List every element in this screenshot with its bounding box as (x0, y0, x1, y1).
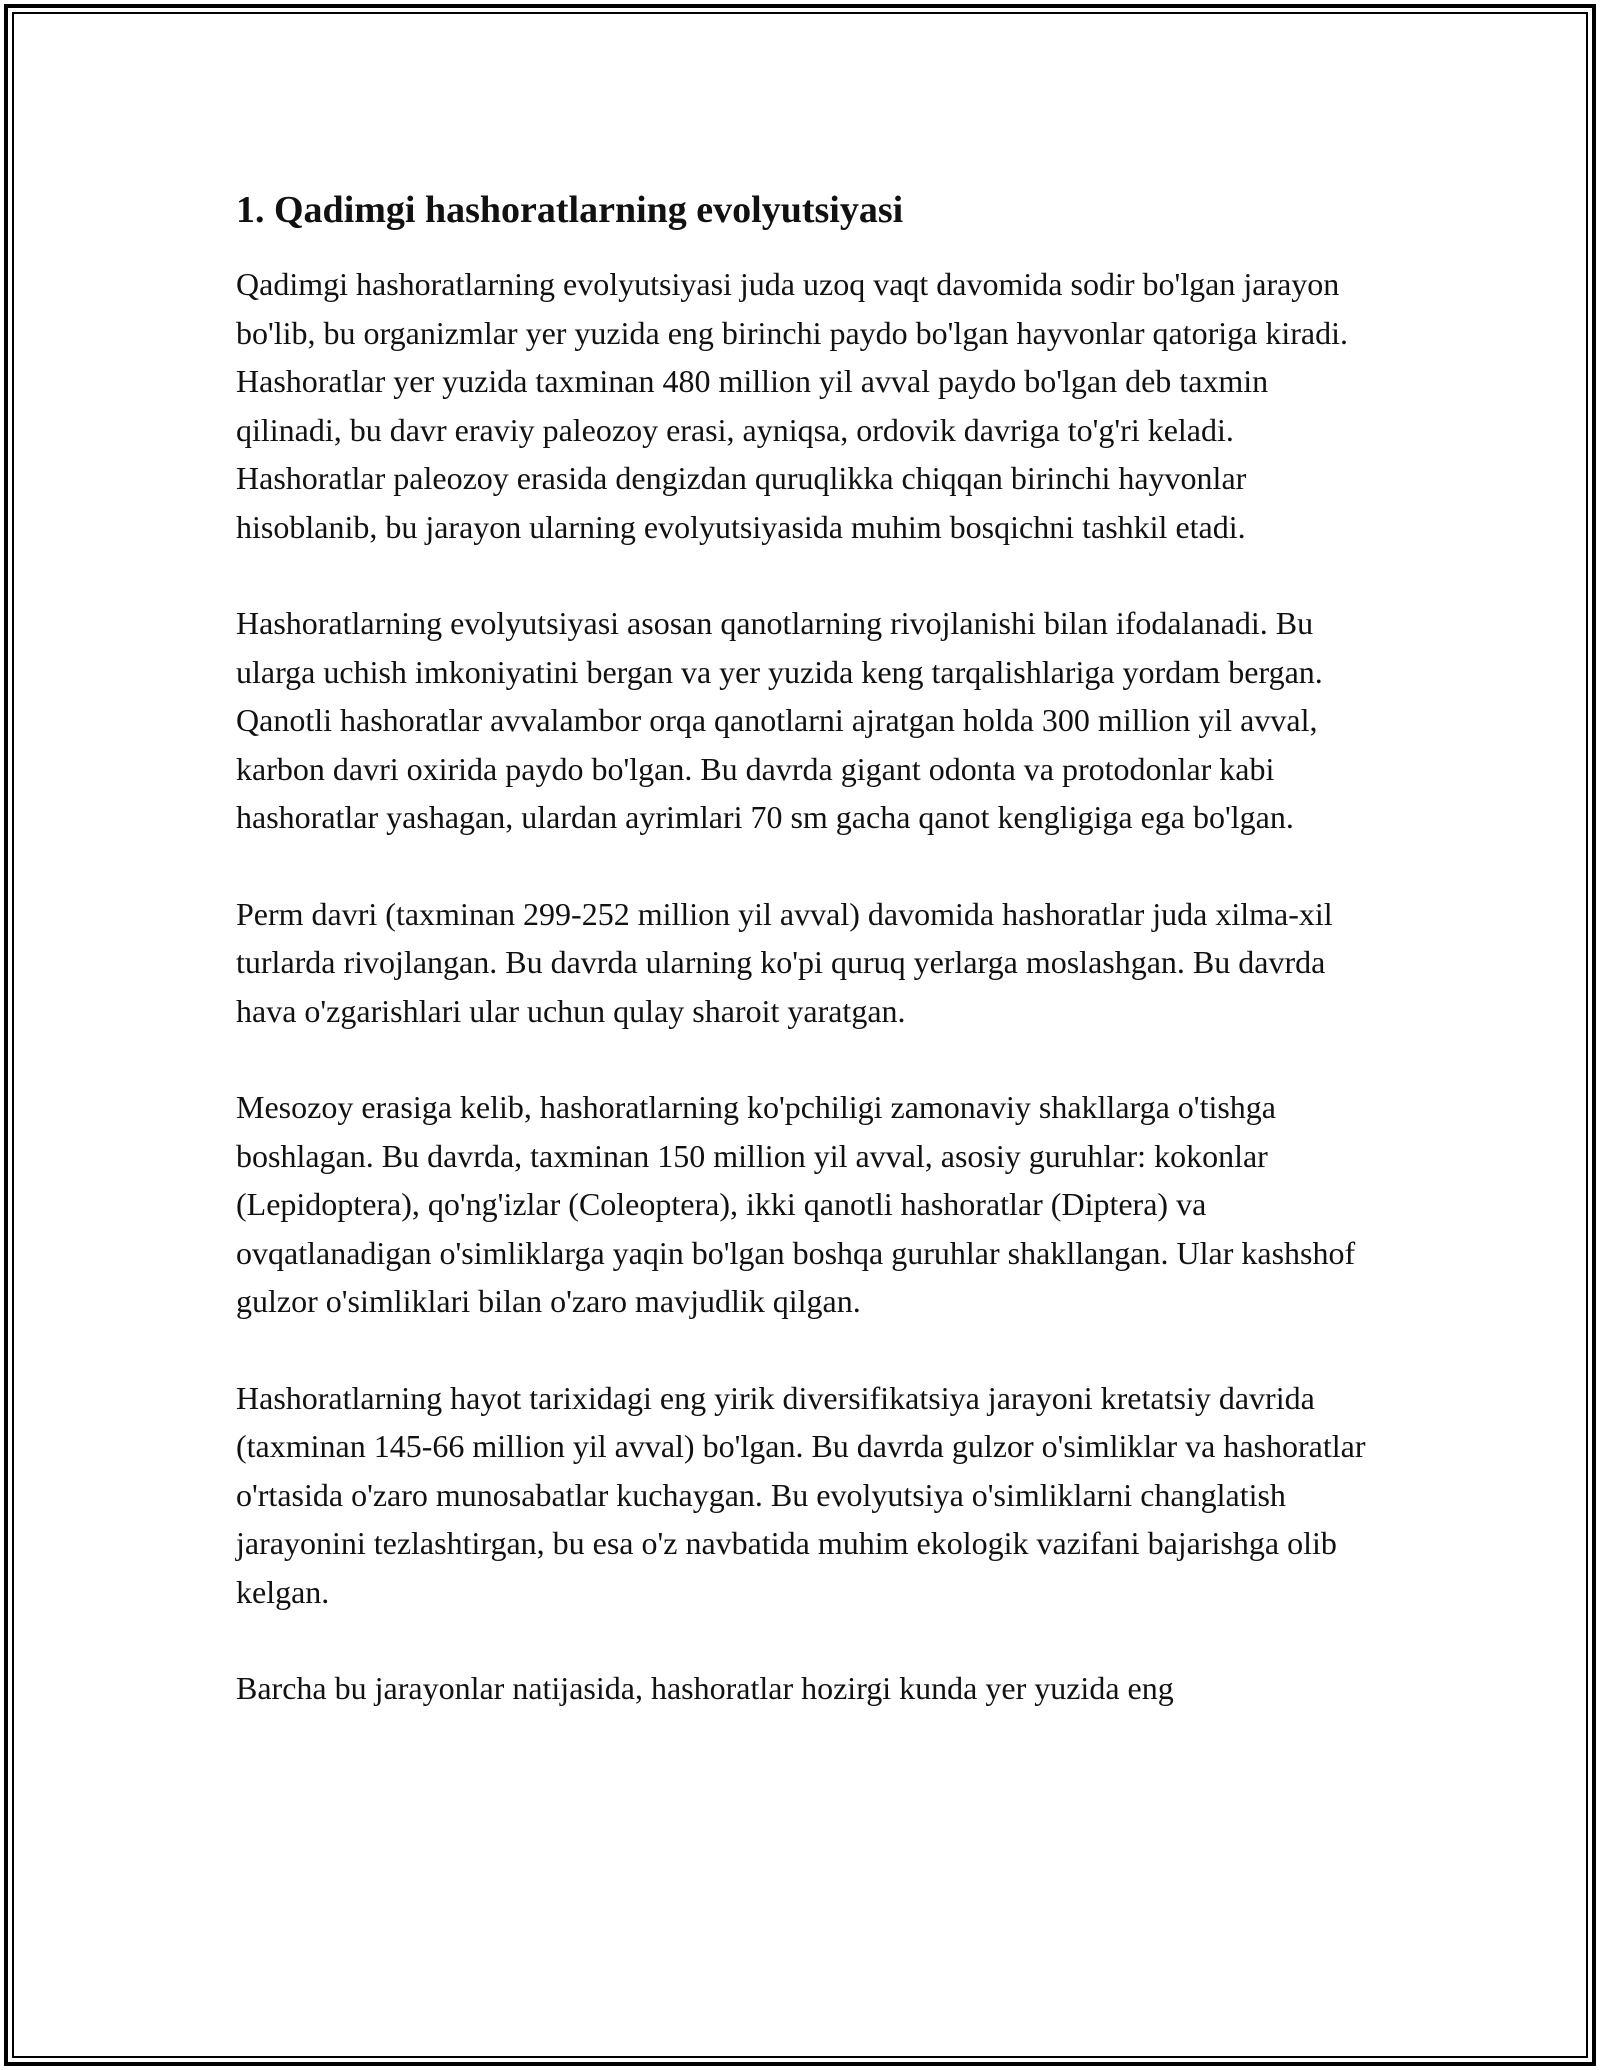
paragraph-3: Perm davri (taxminan 299-252 million yil avval) davomida hashoratlar juda xilma-xil turlarda rivojlangan. Bu davrda ularning ko'pi quruq yerlarga moslashgan. Bu davrda hava o'zgarishlari ular uchun qulay sharoit yaratgan. (236, 895, 1333, 1029)
paragraph-2: Hashoratlarning evolyutsiyasi asosan qanotlarning rivojlanishi bilan ifodalanadi. Bu ularga uchish imkoniyatini bergan va yer yuzida keng tarqalishlariga yordam bergan. Qanotli hashoratlar avvalambor orqa qanotlarni ajratgan holda 300 million yil avval, karbon davri oxirida paydo bo'lgan. Bu davrda gigant odonta va protodonlar kabi hashoratlar yashagan, ulardan ayrimlari 70 sm gacha qanot kengligiga ega bo'lgan. (236, 605, 1323, 835)
section-heading: 1. Qadimgi hashoratlarning evolyutsiyasi (236, 189, 904, 231)
paragraph-5: Hashoratlarning hayot tarixidagi eng yirik diversifikatsiya jarayoni kretatsiy davrida (taxminan 145-66 million yil avval) bo'lgan. Bu davrda gulzor o'simliklar va hashoratlar o'rtasida o'zaro munosabatlar kuchaygan. Bu evolyutsiya o'simliklarni changlatish jarayonini tezlashtirgan, bu esa o'z navbatida muhim ekologik vazifani bajarishga olib kelgan. (236, 1379, 1366, 1610)
paragraph-4: Mesozoy erasiga kelib, hashoratlarning ko'pchiligi zamonaviy shakllarga o'tishga boshlagan. Bu davrda, taxminan 150 million yil avval, asosiy guruhlar: kokonlar (Lepidoptera), qo'ng'izlar (Coleoptera), ikki qanotli hashoratlar (Diptera) va ovqatlanadigan o'simliklarga yaqin bo'lgan boshqa guruhlar shakllangan. Ular kashshof gulzor o'simliklari bilan o'zaro mavjudlik qilgan. (236, 1089, 1356, 1319)
paragraph-6: Barcha bu jarayonlar natijasida, hashoratlar hozirgi kunda yer yuzida eng (236, 1670, 1174, 1706)
paragraph-1: Qadimgi hashoratlarning evolyutsiyasi juda uzoq vaqt davomida sodir bo'lgan jarayon bo'lib, bu organizmlar yer yuzida eng birinchi paydo bo'lgan hayvonlar qatoriga kiradi. Hashoratlar yer yuzida taxminan 480 million yil avval paydo bo'lgan deb taxmin qilinadi, bu davr eraviy paleozoy erasi, ayniqsa, ordovik davriga to'g'ri keladi. Hashoratlar paleozoy erasida dengizdan quruqlikka chiqqan birinchi hayvonlar hisoblanib, bu jarayon ularning evolyutsiyasida muhim bosqichni tashkil etadi. (236, 266, 1348, 545)
document-body (236, 186, 1366, 1713)
